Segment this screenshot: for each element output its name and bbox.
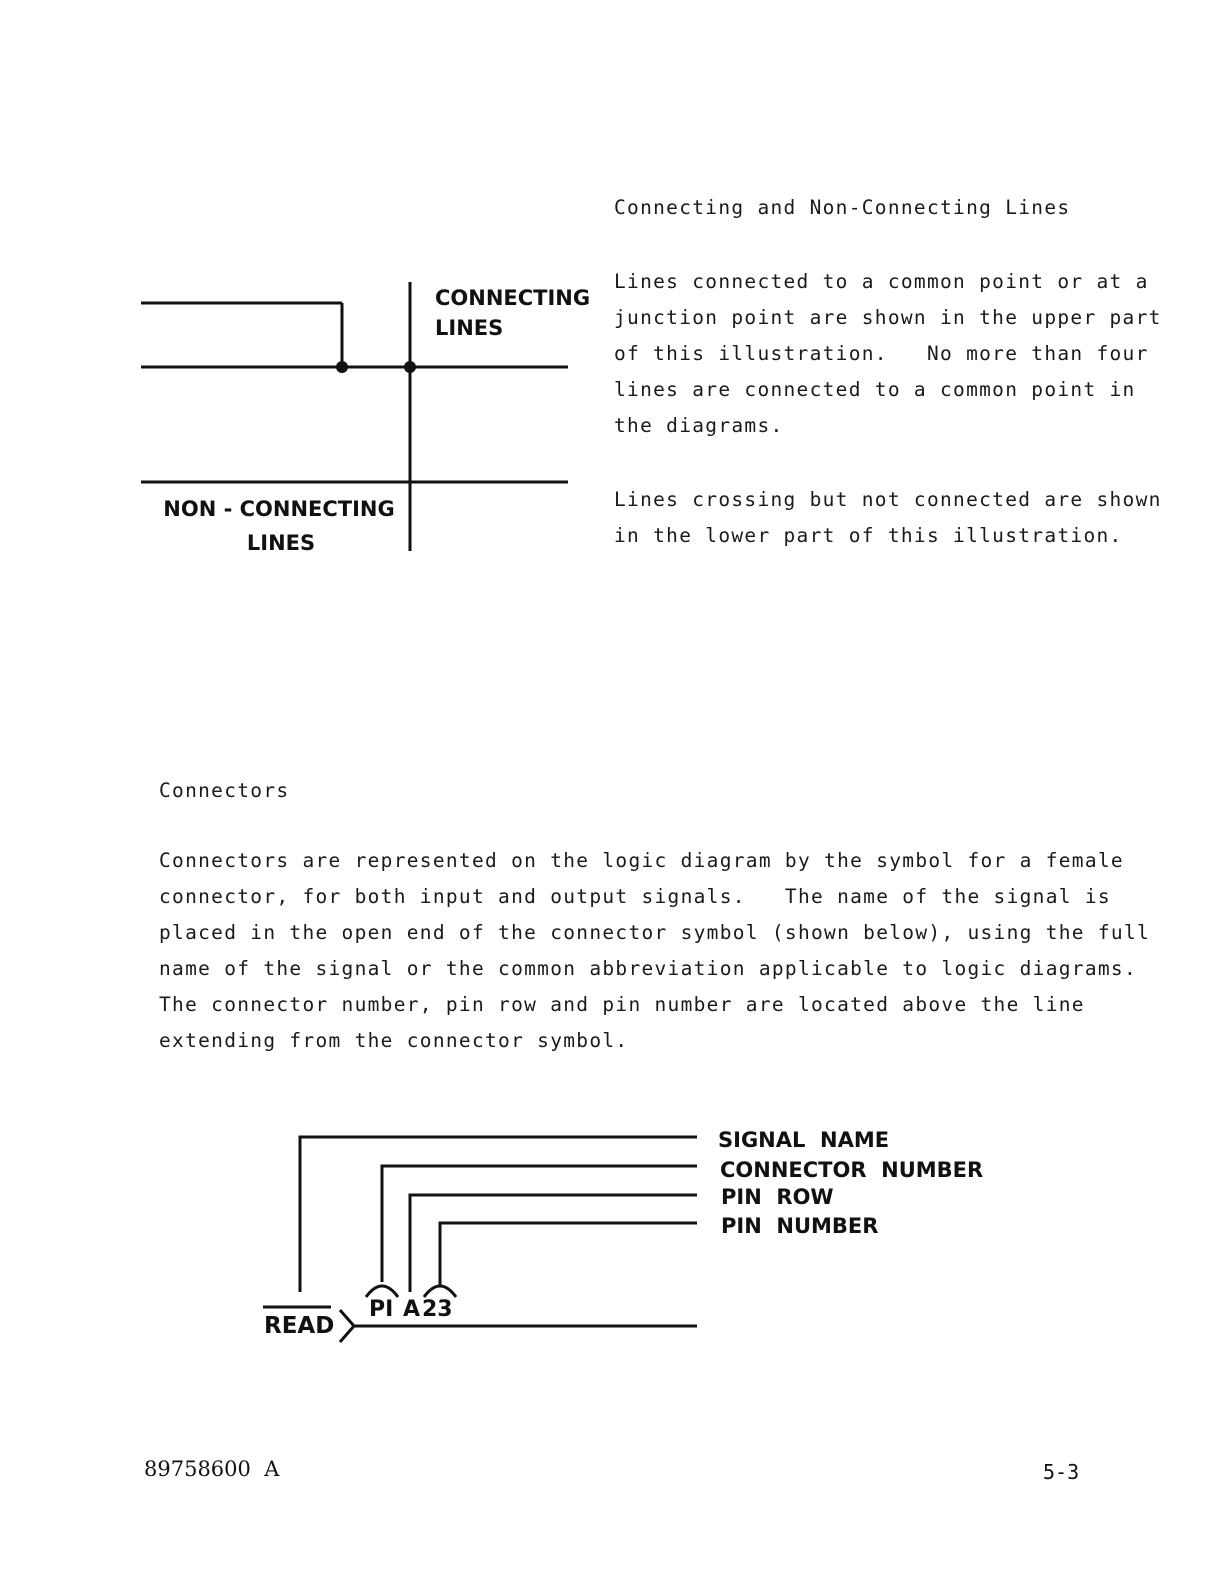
leader-pin-row: [410, 1195, 697, 1292]
lines-paragraph-1: [614, 264, 1162, 444]
pin-row-text: A: [403, 1297, 421, 1322]
text-line: Lines crossing but not connected are shown: [614, 488, 1162, 511]
connecting-label: CONNECTING: [435, 286, 591, 310]
label-pin-number: PIN NUMBER: [721, 1214, 879, 1238]
lines-paragraph-2: [614, 482, 1162, 554]
leader-connector-number: [382, 1166, 697, 1282]
text-line: in the lower part of this illustration.: [614, 524, 1123, 547]
section-heading-lines: Connecting and Non-Connecting Lines: [614, 196, 1071, 219]
non-connecting-label: NON - CONNECTING: [163, 497, 395, 521]
text-line: Connectors are represented on the logic diagram by the symbol for a female: [159, 849, 1124, 872]
text-line: The connector number, pin row and pin number are located above the line: [159, 993, 1085, 1016]
text-line: of this illustration. No more than four: [614, 342, 1149, 365]
text-line: extending from the connector symbol.: [159, 1029, 629, 1052]
pin-number-arc: [424, 1286, 456, 1297]
label-connector-number: CONNECTOR NUMBER: [720, 1158, 984, 1182]
section-heading-connectors: Connectors: [159, 779, 290, 802]
label-pin-row: PIN ROW: [721, 1185, 834, 1209]
text-line: lines are connected to a common point in: [614, 378, 1136, 401]
pin-number-text: 23: [422, 1297, 453, 1322]
text-line: connector, for both input and output signals. The name of the signal is: [159, 885, 1111, 908]
text-line: name of the signal or the common abbreviation applicable to logic diagrams.: [159, 957, 1137, 980]
document-number: 89758600 A: [144, 1457, 280, 1481]
non-connecting-label: LINES: [246, 531, 316, 555]
connecting-label: LINES: [435, 316, 504, 340]
connector-arc: [366, 1286, 398, 1297]
text-line: placed in the open end of the connector symbol (shown below), using the full: [159, 921, 1151, 944]
text-line: junction point are shown in the upper part: [614, 306, 1162, 329]
leader-signal-name: [300, 1137, 697, 1292]
text-line: Lines connected to a common point or at a: [614, 270, 1149, 293]
leader-pin-number: [440, 1223, 697, 1285]
connectors-paragraph: [159, 843, 1150, 1059]
junction-dot: [404, 361, 416, 373]
junction-dot: [336, 361, 348, 373]
page-number: 5-3: [1043, 1460, 1080, 1484]
connector-number-text: PI: [369, 1297, 394, 1322]
label-signal-name: SIGNAL NAME: [718, 1128, 890, 1152]
text-line: the diagrams.: [614, 414, 784, 437]
female-connector-symbol: [340, 1310, 354, 1342]
signal-name-text: READ: [264, 1313, 335, 1339]
